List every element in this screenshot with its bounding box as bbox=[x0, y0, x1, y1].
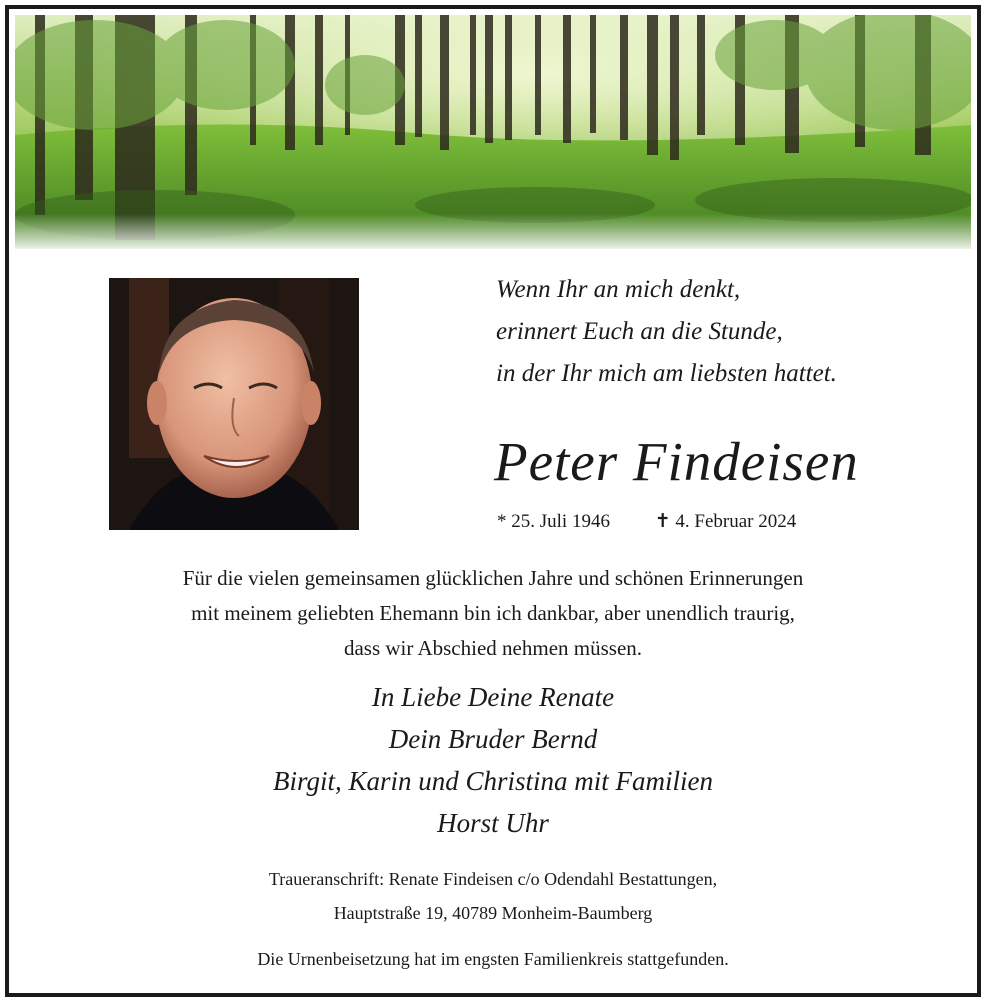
mourner: Birgit, Karin und Christina mit Familien bbox=[272, 766, 714, 796]
address-line: Hauptstraße 19, 40789 Monheim-Baumberg bbox=[333, 903, 653, 923]
burial-note: Die Urnenbeisetzung hat im engsten Familienkreis stattgefunden. bbox=[257, 949, 729, 969]
message-line: dass wir Abschied nehmen müssen. bbox=[343, 636, 643, 660]
message-line: Für die vielen gemeinsamen glücklichen Jahre und schönen Erinnerungen bbox=[182, 566, 804, 590]
mourners-list bbox=[9, 676, 977, 844]
mourner: In Liebe Deine Renate bbox=[371, 682, 615, 712]
mourner: Dein Bruder Bernd bbox=[388, 724, 598, 754]
mourning-address bbox=[9, 862, 977, 930]
forest-photo bbox=[15, 15, 971, 249]
message-line: mit meinem geliebten Ehemann bin ich dankbar, aber unendlich traurig, bbox=[191, 601, 795, 625]
life-dates bbox=[497, 509, 796, 535]
death-date: ✝ 4. Februar 2024 bbox=[654, 511, 797, 532]
portrait-photo bbox=[109, 278, 359, 530]
poem bbox=[496, 269, 936, 395]
deceased-name: Peter Findeisen bbox=[494, 431, 859, 492]
message bbox=[9, 561, 977, 666]
poem-line: in der Ihr mich am liebsten hattet. bbox=[496, 360, 837, 387]
poem-line: Wenn Ihr an mich denkt, bbox=[496, 276, 741, 303]
address-line: Traueranschrift: Renate Findeisen c/o Odendahl Bestattungen, bbox=[268, 869, 718, 889]
poem-line: erinnert Euch an die Stunde, bbox=[496, 318, 783, 345]
birth-date: * 25. Juli 1946 bbox=[497, 511, 610, 532]
mourner: Horst Uhr bbox=[437, 808, 549, 838]
obituary-card bbox=[5, 5, 981, 997]
